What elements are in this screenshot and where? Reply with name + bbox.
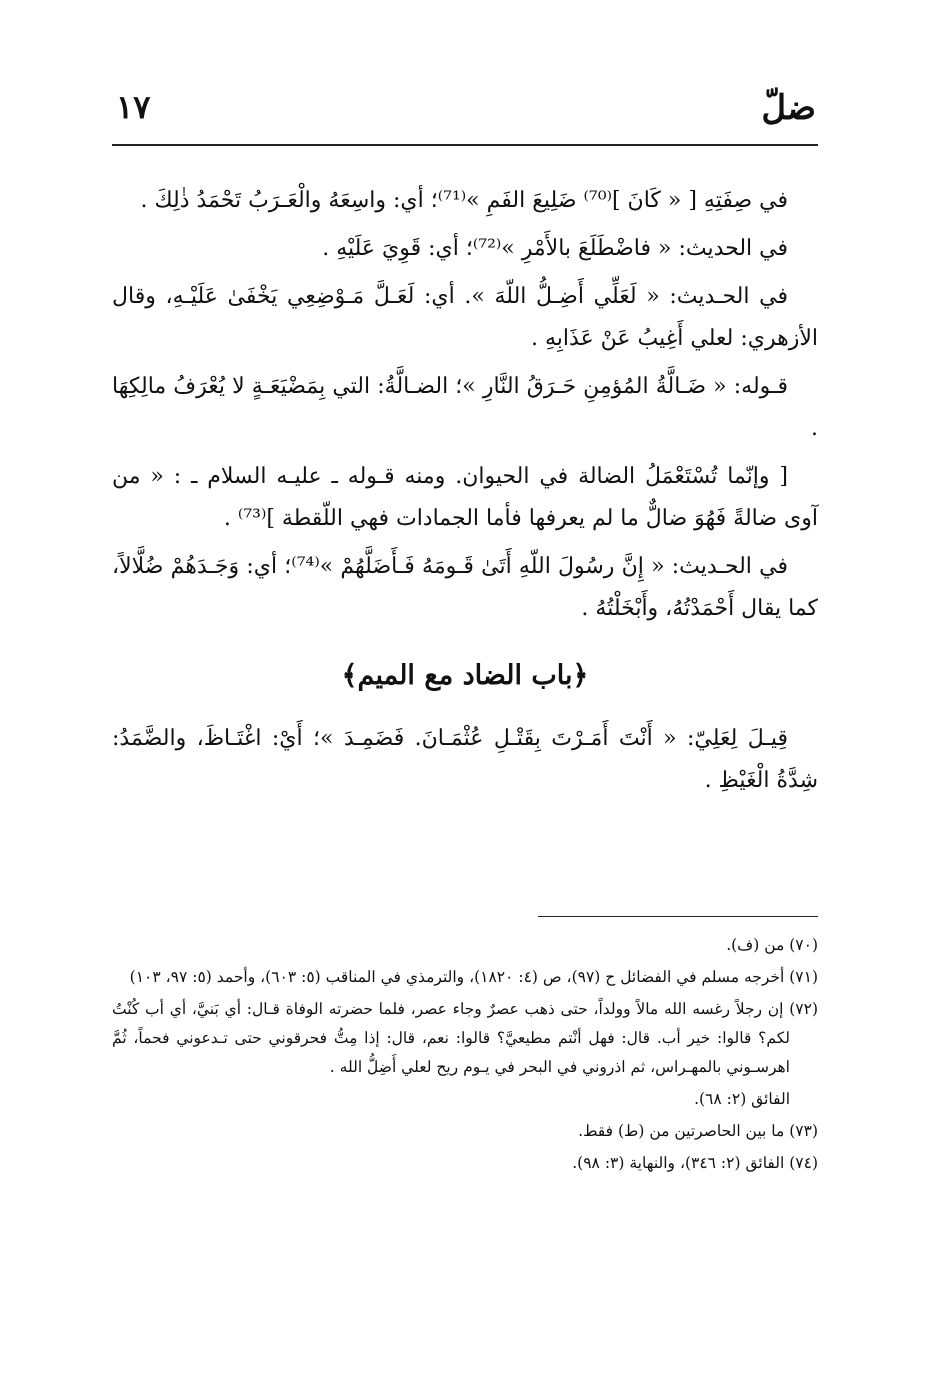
footnote-divider <box>538 916 818 917</box>
footnote-72: (٧٢) إن رجلاً رغسه الله مالاً وولداً، حتى ذهب عصرٌ وجاء عصر، فلما حضرته الوفاة قـال: أي بَنيَّ، أي أب كُنْتُ لكم؟ قالوا: خير أب. قال: فهل أنْتم مطيعيَّ؟ قالوا: نعم، قال: إذا مِتُّ فحرقوني حتى تـدعوني فحماً، ثُمَّ اهرسـوني بالمهـراس، ثم اذروني في البحر في يـوم ريح لعلي أَضِلُّ الله . <box>112 1000 818 1076</box>
footnote-74: (٧٤) الفائق (٢: ٣٤٦)، والنهاية (٣: ٩٨). <box>572 1154 818 1172</box>
footnote-70: (٧٠) من (ف). <box>726 936 818 954</box>
footnote-73: (٧٣) ما بين الحاصرتين من (ط) فقط. <box>578 1122 818 1140</box>
entry-word: ضلّ <box>761 88 816 128</box>
paragraph-3: في الحـديث: « لَعَلِّي أَضِـلُّ اللّهَ ». أي: لَعَـلَّ مَـوْضِعِي يَخْفَىٰ عَلَيْـهِ، وقال الأزهري: لعلي أَغِيبُ عَنْ عَذَابِهِ . <box>112 284 818 351</box>
paragraph-6: في الحـديث: « إِنَّ رسُولَ اللّهِ أَتَىٰ قَـومَهُ فَـأَضَلَّهُمْ »⁽⁷⁴⁾؛ أي: وَجَـدَهُمْ ضُلَّالاً، كما يقال أَحْمَدْتُهُ، وأَبْخَلْتُهُ . <box>112 554 818 621</box>
paragraph-1: في صِفَتِهِ [ « كَانَ ]⁽⁷⁰⁾ ضَلِيعَ الفَمِ »⁽⁷¹⁾؛ أي: واسِعَهُ والْعَـرَبُ تَحْمَدُ ذٰلِكَ . <box>140 188 788 213</box>
paragraph-5: [ وإنّما تُسْتَعْمَلُ الضالة في الحيوان. ومنه قـوله ـ عليـه السلام ـ : « من آوى ضالةً فَهُوَ ضالٌّ ما لم يعرفها فأما الجمادات فهي اللّقطة ]⁽⁷³⁾ . <box>112 464 818 531</box>
footnotes <box>112 916 818 1181</box>
section-title: ﴿باب الضاد مع الميم﴾ <box>341 660 589 691</box>
paragraph-2: في الحديث: « فاضْطَلَعَ بالأَمْرِ »⁽⁷²⁾؛ أي: قَوِيَ عَلَيْهِ . <box>322 236 788 261</box>
main-text <box>112 180 818 808</box>
page-header <box>112 82 818 146</box>
footnote-71: (٧١) أخرجه مسلم في الفضائل ح (٩٧)، ص (٤: ١٨٢٠)، والترمذي في المناقب (٥: ٦٠٣)، وأحمد (٥: ٩٧، ١٠٣) <box>129 968 818 986</box>
paragraph-7: قِيـلَ لِعَلِيّ: « أَنْتَ أَمَـرْتَ بِقَتْـلِ عُثْمَـانَ. فَضَمِـدَ »؛ أَيْ: اغْتَـاظَ، والضَّمَدُ: شِدَّةُ الْغَيْظِ . <box>112 726 818 793</box>
page-number: ١٧ <box>116 88 151 126</box>
footnote-72-reference: الفائق (٢: ٦٨). <box>694 1090 790 1108</box>
paragraph-4: قـوله: « ضَـالَّةُ المُؤمِنِ حَـرَقُ النَّارِ »؛ الضـالَّةُ: التي بِمَضْيَعَـةٍ لا يُعْرَفُ مالِكِهَا . <box>112 374 818 441</box>
